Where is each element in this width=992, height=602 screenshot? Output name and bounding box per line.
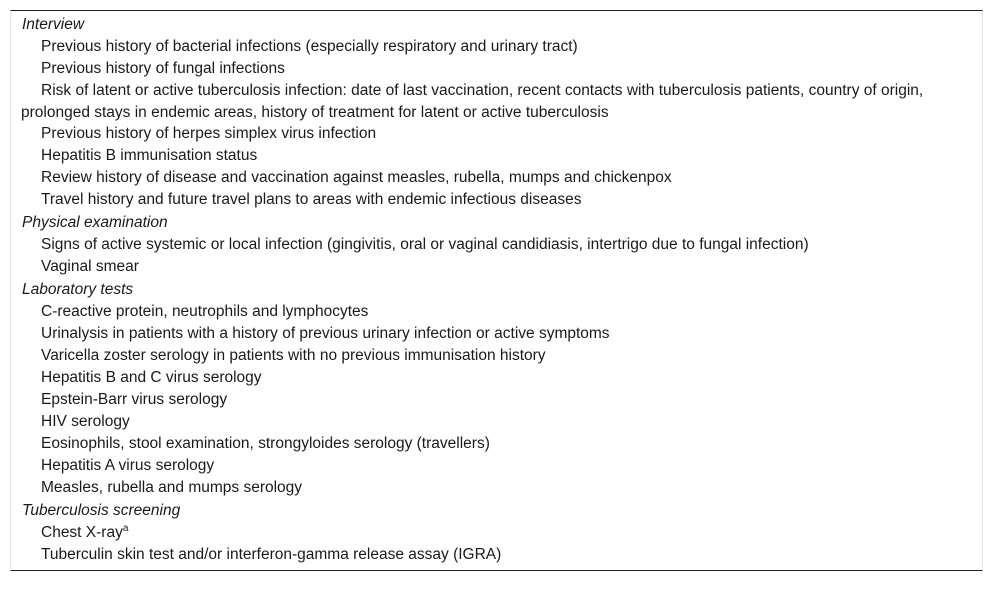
section-interview [11, 13, 982, 211]
list-item: Previous history of herpes simplex virus infection [41, 125, 377, 142]
screening-table [10, 10, 983, 571]
footnote-marker: a [122, 522, 129, 534]
list-item: Eosinophils, stool examination, strongyloides serology (travellers) [41, 435, 490, 452]
list-item: Travel history and future travel plans to areas with endemic infectious diseases [41, 191, 582, 208]
list-item: Varicella zoster serology in patients with no previous immunisation history [41, 347, 546, 364]
list-item: Hepatitis B immunisation status [41, 147, 258, 164]
list-item: Urinalysis in patients with a history of previous urinary infection or active symptoms [41, 325, 610, 342]
list-item: C-reactive protein, neutrophils and lymphocytes [41, 303, 369, 320]
section-heading: Tuberculosis screening [22, 502, 181, 519]
list-item: Risk of latent or active tuberculosis infection: date of last vaccination, recent contacts with tuberculosis patients, country of origin, prolonged stays in endemic areas, history of treatment for latent or active tuberculosis [21, 82, 924, 121]
list-item-text: Chest X-ray [41, 524, 123, 541]
list-item: Hepatitis A virus serology [41, 457, 215, 474]
section-heading: Laboratory tests [22, 281, 134, 298]
list-item: Measles, rubella and mumps serology [41, 479, 303, 496]
section-heading: Interview [22, 16, 85, 33]
list-item: Previous history of fungal infections [41, 60, 285, 77]
section-physical-examination [11, 211, 982, 278]
list-item: Vaginal smear [41, 258, 139, 275]
list-item: Tuberculin skin test and/or interferon-gamma release assay (IGRA) [41, 546, 502, 563]
section-laboratory-tests [11, 278, 982, 499]
list-item [11, 522, 982, 544]
list-item: Hepatitis B and C virus serology [41, 369, 262, 386]
list-item: Review history of disease and vaccination against measles, rubella, mumps and chickenpox [41, 169, 672, 186]
list-item: Previous history of bacterial infections (especially respiratory and urinary tract) [41, 38, 578, 55]
section-tuberculosis-screening [11, 499, 982, 566]
section-heading: Physical examination [22, 214, 168, 231]
list-item: HIV serology [41, 413, 130, 430]
list-item: Epstein-Barr virus serology [41, 391, 228, 408]
list-item: Signs of active systemic or local infection (gingivitis, oral or vaginal candidiasis, intertrigo due to fungal infection) [41, 236, 809, 253]
